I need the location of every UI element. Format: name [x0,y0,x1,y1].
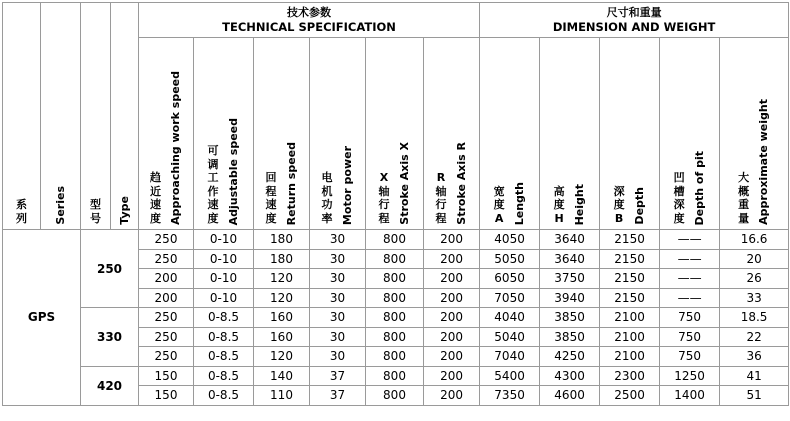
table-cell: 30 [310,327,366,347]
table-cell: 22 [720,327,789,347]
table-cell: 200 [424,366,480,386]
header-char: 行 [378,198,390,211]
header-approach-speed: 趋 近 速 度 Approaching work speed [139,38,194,230]
table-cell: 160 [254,327,310,347]
table-cell: 20 [720,249,789,269]
table-cell: 200 [424,327,480,347]
table-cell: 3640 [540,249,600,269]
type-cell: 250 [81,230,139,308]
table-cell: —— [660,269,720,289]
table-row [3,366,789,386]
table-cell: 2100 [600,347,660,367]
table-cell: 4300 [540,366,600,386]
table-cell: 800 [366,386,424,406]
table-cell: 51 [720,386,789,406]
table-cell: 750 [660,347,720,367]
table-cell: 30 [310,288,366,308]
header-return-speed: 回 程 速 度 Return speed [254,38,310,230]
table-cell: 5050 [480,249,540,269]
table-cell: 30 [310,230,366,250]
table-cell: 4600 [540,386,600,406]
header-type-cn-text [90,198,101,225]
spec-table [2,2,789,406]
table-cell: 140 [254,366,310,386]
group-header-row [3,3,789,38]
header-char: 系 [16,198,27,211]
header-char: 程 [265,184,277,198]
table-cell: 200 [424,288,480,308]
header-char: H [554,211,564,225]
table-cell: 41 [720,366,789,386]
header-r-cn-text [436,171,447,225]
table-cell: 2100 [600,308,660,328]
header-char: 调 [207,157,219,171]
header-char: 凹 [673,171,685,184]
table-cell: 0-8.5 [194,308,254,328]
header-char: 度 [613,198,625,211]
table-cell: 200 [424,308,480,328]
header-adjustable-speed: 可 调 工 作 速 度 Adjustable speed [194,38,254,230]
table-cell: 120 [254,347,310,367]
header-depth: 深 度 B Depth [600,38,660,230]
table-cell: 2300 [600,366,660,386]
table-cell: 37 [310,366,366,386]
header-char: 速 [265,198,277,211]
header-type-cn [81,3,111,230]
header-char: 作 [207,184,219,198]
header-char: 列 [16,211,27,225]
header-char: 度 [673,211,685,225]
header-char: B [614,211,624,225]
header-char: 度 [493,198,505,211]
header-char: 深 [613,184,625,198]
header-char: 功 [321,198,333,211]
table-cell: 5040 [480,327,540,347]
header-motor-cn-text [322,171,333,225]
header-motor-power: 电 机 功 率 Motor power [310,38,366,230]
table-cell: 750 [660,308,720,328]
table-cell: 200 [139,288,194,308]
table-cell: 3940 [540,288,600,308]
header-stroke-x: X 轴 行 程 Stroke Axis X [366,38,424,230]
dimension-weight-group: 尺寸和重量 DIMENSION AND WEIGHT [480,3,789,38]
header-char: 行 [435,198,447,211]
table-cell: 800 [366,288,424,308]
table-cell: 30 [310,269,366,289]
table-cell: 4250 [540,347,600,367]
header-char: 量 [738,211,750,225]
table-cell: 0-8.5 [194,386,254,406]
table-cell: 150 [139,366,194,386]
header-stroke-r: R 轴 行 程 Stroke Axis R [424,38,480,230]
table-cell: 2500 [600,386,660,406]
type-cell: 420 [81,366,139,405]
table-cell: 7350 [480,386,540,406]
header-char: 回 [265,171,277,184]
header-length: 宽 度 A Length [480,38,540,230]
technical-specification-group: 技术参数 TECHNICAL SPECIFICATION [139,3,480,38]
table-cell: 36 [720,347,789,367]
table-cell: 0-10 [194,288,254,308]
table-cell: 800 [366,347,424,367]
table-cell: 7040 [480,347,540,367]
table-cell: 250 [139,347,194,367]
header-char: 速 [207,198,219,211]
table-cell: 1400 [660,386,720,406]
header-pit-cn-text [674,171,685,225]
table-cell: 150 [139,386,194,406]
header-char: 槽 [673,184,685,198]
table-cell: 120 [254,288,310,308]
header-height: 高 度 H Height [540,38,600,230]
header-char: 度 [553,198,565,211]
header-weight-cn-text [738,171,749,225]
table-cell: 16.6 [720,230,789,250]
table-cell: 4040 [480,308,540,328]
table-cell: 30 [310,308,366,328]
header-char: 大 [738,171,750,184]
table-cell: 37 [310,386,366,406]
table-cell: 0-10 [194,269,254,289]
header-char: 深 [673,198,685,211]
table-cell: 800 [366,366,424,386]
table-cell: 0-10 [194,249,254,269]
header-char: 速 [150,198,161,211]
table-cell: 800 [366,308,424,328]
header-char: 轴 [378,184,390,198]
table-cell: 800 [366,327,424,347]
table-cell: 18.5 [720,308,789,328]
header-char: 宽 [493,184,505,198]
table-cell: —— [660,288,720,308]
header-char: X [379,171,389,184]
header-series-cn-text [16,198,27,225]
header-char: R [436,171,446,184]
table-cell: 200 [139,269,194,289]
table-cell: 200 [424,249,480,269]
header-char: 趋 [150,171,161,184]
table-row [3,230,789,250]
table-cell: 0-8.5 [194,366,254,386]
header-width-cn-text [494,185,505,226]
header-char: 概 [738,184,750,198]
header-char: 率 [321,211,333,225]
table-cell: 110 [254,386,310,406]
table-cell: 33 [720,288,789,308]
table-cell: 800 [366,230,424,250]
table-cell: 250 [139,230,194,250]
header-char: 近 [150,184,161,198]
table-cell: 800 [366,249,424,269]
header-height-cn-text [554,185,565,226]
table-cell: 2150 [600,230,660,250]
table-cell: 2150 [600,269,660,289]
table-cell: 750 [660,327,720,347]
table-cell: 2150 [600,249,660,269]
header-approach-cn-text [150,171,161,225]
header-depth-cn-text [614,185,625,226]
table-cell: 1250 [660,366,720,386]
table-cell: 200 [424,347,480,367]
table-cell: 200 [424,386,480,406]
table-cell: 3750 [540,269,600,289]
table-cell: 0-8.5 [194,327,254,347]
table-cell: 200 [424,269,480,289]
header-char: 度 [150,211,161,225]
table-cell: 180 [254,249,310,269]
table-cell: 2100 [600,327,660,347]
header-char: 型 [90,198,101,211]
header-char: 可 [207,144,219,157]
table-cell: 180 [254,230,310,250]
header-char: 轴 [435,184,447,198]
table-cell: 2150 [600,288,660,308]
type-cell: 330 [81,308,139,367]
series-cell: GPS [3,230,81,406]
header-char: 重 [738,198,750,211]
table-cell: 0-8.5 [194,347,254,367]
header-series-cn [3,3,41,230]
header-adjust-cn-text [208,144,219,225]
header-char: 度 [265,211,277,225]
header-char: 度 [207,211,219,225]
table-cell: 250 [139,308,194,328]
header-char: A [494,211,504,225]
header-return-cn-text [266,171,277,225]
header-x-cn-text [379,171,390,225]
table-cell: 6050 [480,269,540,289]
header-char: 工 [207,171,219,184]
table-cell: 120 [254,269,310,289]
table-cell: 250 [139,249,194,269]
table-cell: 5400 [480,366,540,386]
table-cell: 30 [310,249,366,269]
table-cell: 3850 [540,327,600,347]
table-cell: 7050 [480,288,540,308]
table-cell: —— [660,230,720,250]
header-type-en: Type [111,3,139,230]
header-char: 号 [90,211,101,225]
table-cell: 3850 [540,308,600,328]
table-cell: 3640 [540,230,600,250]
header-series-en: Series [41,3,81,230]
header-char: 程 [378,211,390,225]
table-cell: 26 [720,269,789,289]
table-cell: 250 [139,327,194,347]
table-cell: 30 [310,347,366,367]
table-cell: —— [660,249,720,269]
header-char: 高 [553,184,565,198]
table-row [3,308,789,328]
table-cell: 200 [424,230,480,250]
header-char: 机 [321,184,333,198]
table-cell: 160 [254,308,310,328]
header-depth-of-pit: 凹 槽 深 度 Depth of pit [660,38,720,230]
header-char: 电 [321,171,333,184]
table-cell: 0-10 [194,230,254,250]
header-char: 程 [435,211,447,225]
header-approximate-weight: 大 概 重 量 Approximate weight [720,38,789,230]
table-cell: 800 [366,269,424,289]
table-cell: 4050 [480,230,540,250]
